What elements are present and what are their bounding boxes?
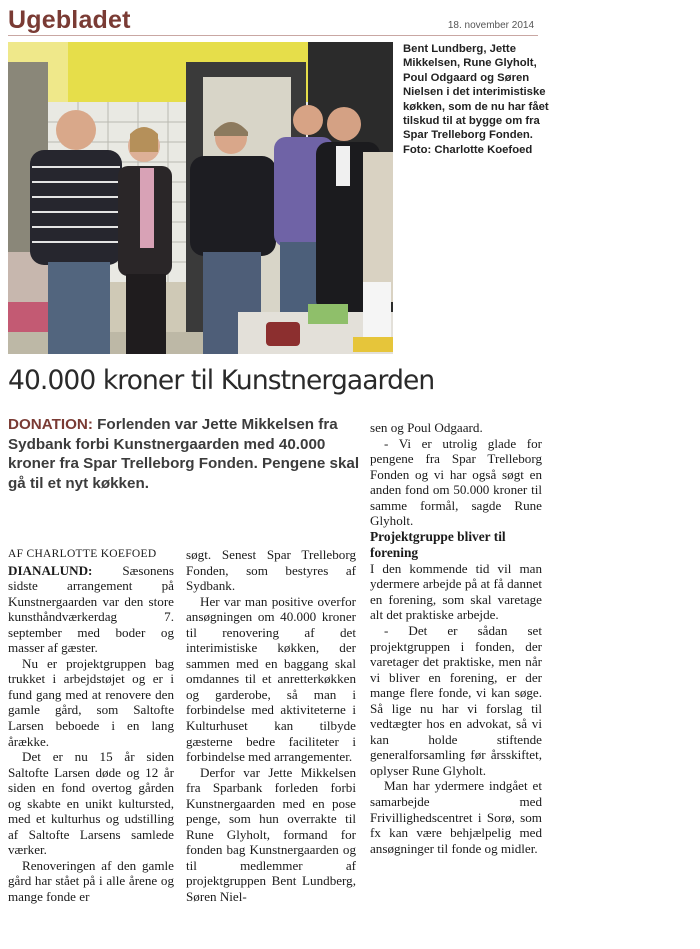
body-paragraph: Derfor var Jette Mikkelsen fra Sparbank forleden forbi Kunstnergaarden med en pose penge, som hun overrakte til Rune Glyholt, formand for fonden bag Kunstnergaarden og til medlemmer af projektgruppen Bent Lundberg, Søren Niel- [186, 764, 356, 905]
body-column-3 [370, 420, 542, 856]
article-headline: 40.000 kroner til Kunstnergaarden [8, 365, 435, 396]
body-paragraph: I den kommende tid vil man ydermere arbejde på at få dannet en forening, som skal varetage alt det praktiske arbejde. [370, 560, 542, 623]
body-column-1 [8, 547, 174, 905]
body-paragraph: Det er nu 15 år siden Saltofte Larsen døde og 12 år siden en fond overtog gården og skabte en unikt kultursted, med et kulturhus og udstilling af Saltofte Larsens samlede værker. [8, 749, 174, 858]
body-paragraph: DIANALUND: Sæsonens sidste arrangement på Kunstnergaarden var den store kunsthåndværkerdag 7. september med boder og masser af gæster. [8, 562, 174, 656]
issue-date: 18. november 2014 [447, 20, 534, 31]
byline: AF CHARLOTTE KOEFOED [8, 548, 157, 560]
photo-caption: Bent Lundberg, Jette Mikkelsen, Rune Glyholt, Poul Odgaard og Søren Nielsen i det interimistiske køkken, som de nu har fået tilskud til at bygge om fra Spar Trelleborg Fonden. Foto: Charlotte Koefoed [403, 43, 549, 156]
masthead: Ugebladet [8, 6, 131, 34]
header-rule [8, 35, 538, 36]
body-paragraph: Her var man positive overfor ansøgningen om 40.000 kroner til renovering af det interimistiske køkken, der sammen med en baggang skal omdannes til et anretterkøkken og garderobe, så man i forbindelse med aktiviteterne i Kulturhuset kan tilbyde gæsterne bedre faciliteter i forbindelse med arrangementer. [186, 593, 356, 765]
body-paragraph: - Vi er utrolig glade for pengene fra Spar Trelleborg Fonden og vi har også søgt en anden fond om 50.000 kroner til samme formål, sagde Rune Glyholt. [370, 435, 542, 529]
body-paragraph: Renoveringen af den gamle gård har stået på i alle årene og mange fonde er [8, 857, 174, 905]
body-paragraph: sen og Poul Odgaard. [370, 420, 483, 435]
subheading: Projektgruppe bliver til forening [370, 528, 506, 560]
article-lead [8, 415, 366, 493]
dateline: DIANALUND: [8, 562, 93, 578]
body-paragraph: Man har ydermere indgået et samarbejde med Frivillighedscentret i Sorø, som fx kan være behjælpelig med ansøgninger til fonde og midler. [370, 778, 542, 856]
lead-text: Forlenden var Jette Mikkelsen fra Sydbank forbi Kunstnergaarden med 40.000 kroner fra Spar Trelleborg Fonden. Pengene skal gå til et nyt køkken. [8, 416, 360, 492]
body-paragraph: søgt. Senest Spar Trelleborg Fonden, som bestyres af Sydbank. [186, 547, 356, 594]
body-column-2 [186, 547, 356, 905]
lead-kicker: DONATION: [8, 416, 93, 433]
article-photo [8, 42, 393, 354]
body-paragraph: - Det er sådan set projektgruppen i fonden, der varetager det praktiske, men når vi bliver en forening, er der mange flere fonde, vi kan søge. Så lige nu har vi forslag til vedtægter hos en advokat, så vi kan holde stiftende generalforsamling før årsskiftet, oplyser Rune Glyholt. [370, 623, 542, 778]
body-paragraph: Nu er projektgruppen bag trukket i arbejdstøjet og er i fund gang med at renovere den gamle gård, som Saltofte Larsen beboede i en lang årække. [8, 655, 174, 749]
